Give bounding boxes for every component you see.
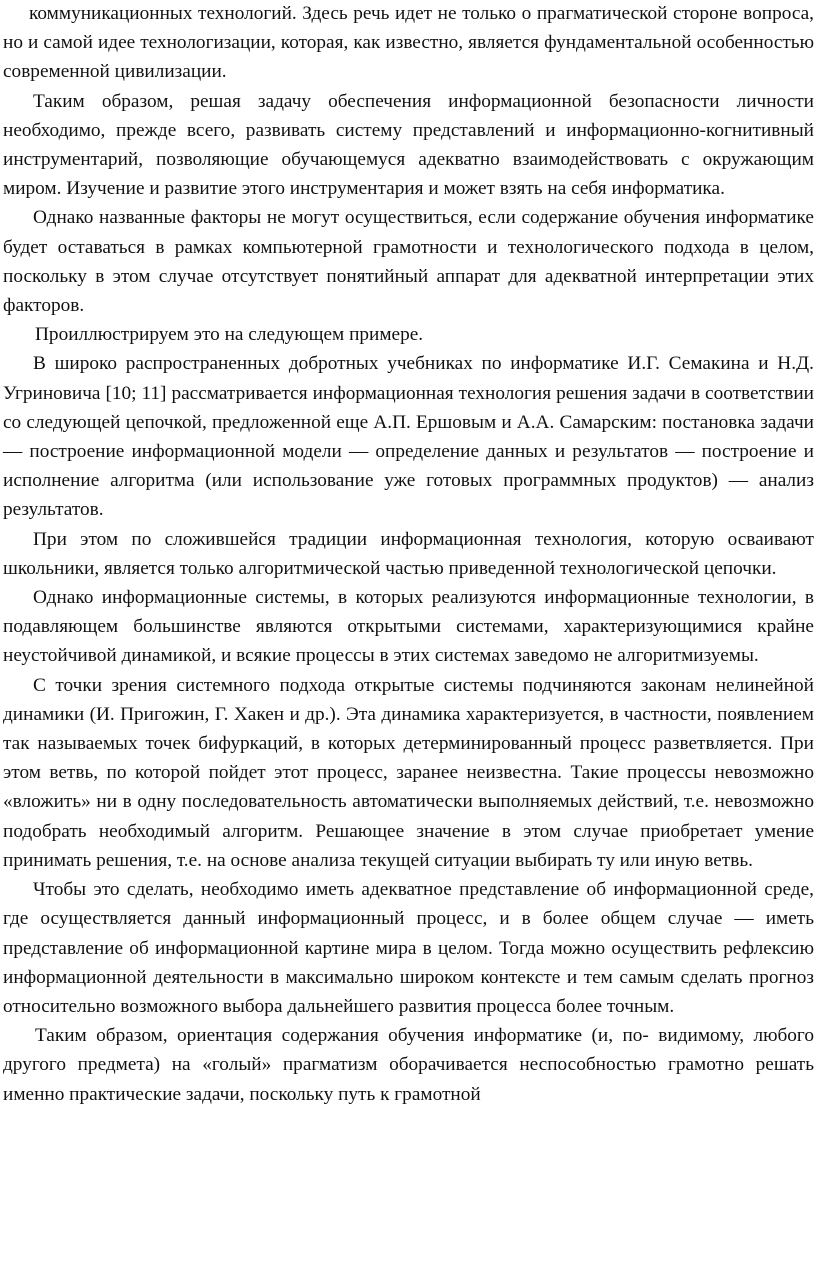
document-body xyxy=(3,0,814,1109)
paragraph-10: Таким образом, ориентация содержания обучения информатике (и, по- видимому, любого другого предмета) на «голый» прагматизм оборачивается неспособностью грамотно решать именно практические задачи, поскольку путь к грамотной xyxy=(3,1025,814,1105)
paragraph-6: При этом по сложившейся традиции информационная технология, которую осваивают школьники, является только алгоритмической частью приведенной технологической цепочки. xyxy=(3,528,814,579)
paragraph-5: В широко распространенных добротных учебниках по информатике И.Г. Семакина и Н.Д. Угриновича [10; 11] рассматривается информационная технология решения задачи в соответствии со следующей цепочкой, предложенной еще А.П. Ершовым и А.А. Самарским: постановка задачи — построение информационной модели — определение данных и результатов — построение и исполнение алгоритма (или использование уже готовых программных продуктов) — анализ результатов. xyxy=(3,353,814,521)
paragraph-9: Чтобы это сделать, необходимо иметь адекватное представление об информационной среде, где осуществляется данный информационный процесс, и в более общем случае — иметь представление об информационной картине мира в целом. Тогда можно осуществить рефлексию информационной деятельности в максимально широком контексте и тем самым сделать прогноз относительно возможного выбора дальнейшего развития процесса более точным. xyxy=(3,879,814,1017)
paragraph-2: Таким образом, решая задачу обеспечения информационной безопасности личности необходимо, прежде всего, развивать систему представлений и информационно-когнитивный инструментарий, позволяющие обучающемуся адекватно взаимодействовать с окружающим миром. Изучение и развитие этого инструментария и может взять на себя информатика. xyxy=(3,90,814,200)
paragraph-4: Проиллюстрируем это на следующем примере. xyxy=(35,324,424,346)
paragraph-1: коммуникационных технологий. Здесь речь идет не только о прагматической стороне вопроса, но и самой идее технологизации, которая, как известно, является фундаментальной особенностью современной цивилизации. xyxy=(3,3,814,83)
paragraph-8: С точки зрения системного подхода открытые системы подчиняются законам нелинейной динамики (И. Пригожин, Г. Хакен и др.). Эта динамика характеризуется, в частности, появлением так называемых точек бифуркаций, в которых детерминированный процесс разветвляется. При этом ветвь, по которой пойдет этот процесс, заранее неизвестна. Такие процессы невозможно «вложить» ни в одну последовательность автоматически выполняемых действий, т.е. невозможно подобрать необходимый алгоритм. Решающее значение в этом случае приобретает умение принимать решения, т.е. на основе анализа текущей ситуации выбирать ту или иную ветвь. xyxy=(3,674,814,871)
paragraph-3: Однако названные факторы не могут осуществиться, если содержание обучения информатике будет оставаться в рамках компьютерной грамотности и технологического подхода в целом, поскольку в этом случае отсутствует понятийный аппарат для адекватной интерпретации этих факторов. xyxy=(3,207,814,317)
paragraph-7: Однако информационные системы, в которых реализуются информационные технологии, в подавляющем большинстве являются открытыми системами, характеризующимися крайне неустойчивой динамикой, и всякие процессы в этих системах заведомо не алгоритмизуемы. xyxy=(3,587,814,667)
